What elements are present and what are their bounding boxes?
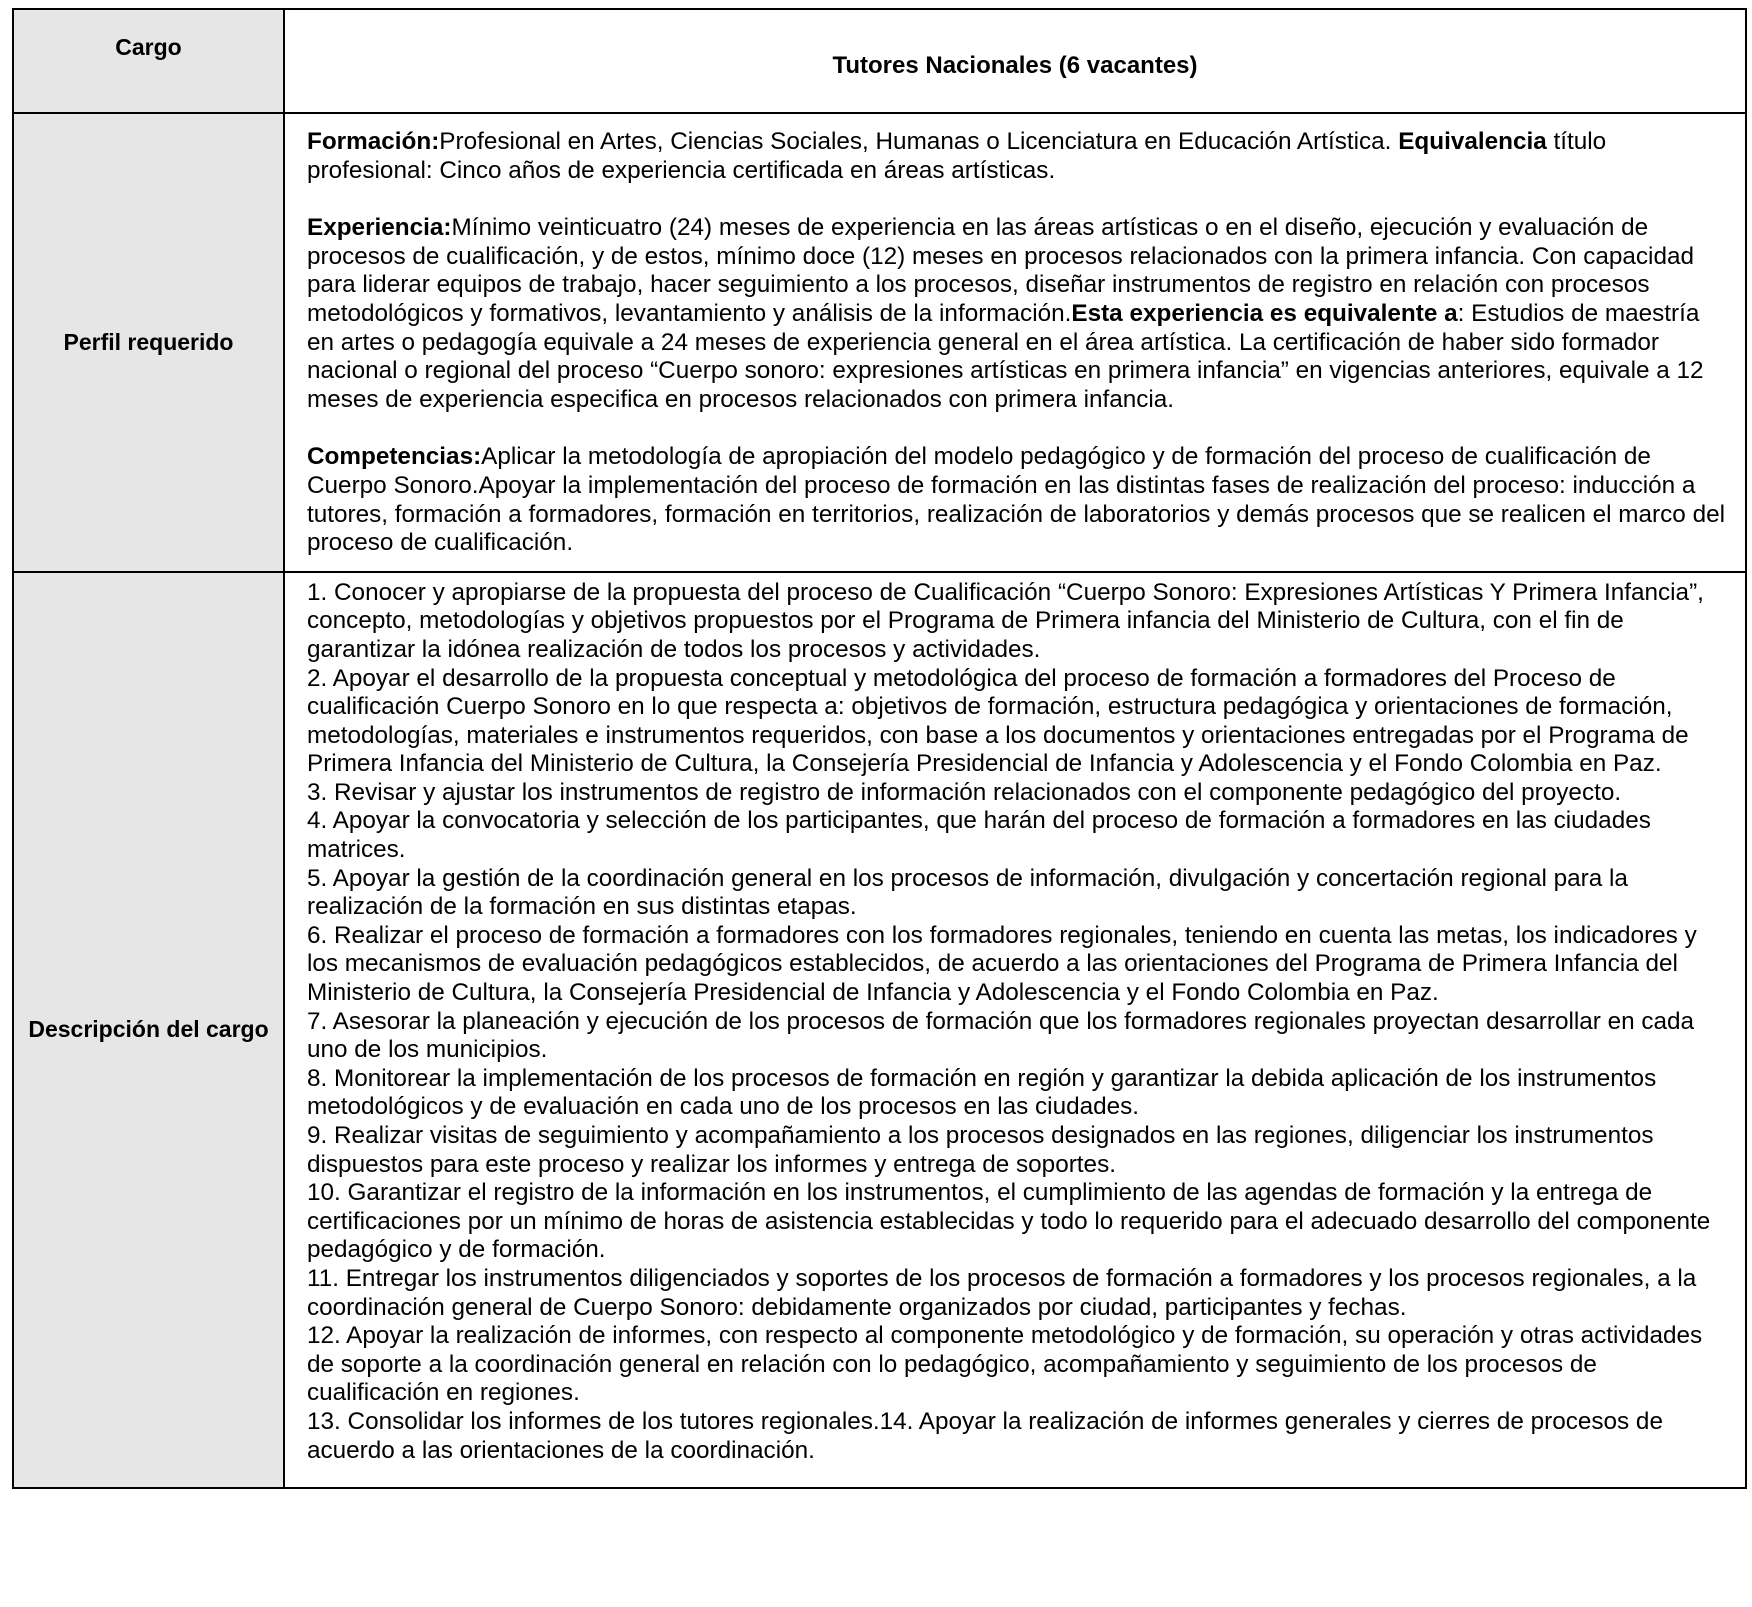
description-item: 10. Garantizar el registro de la información en los instrumentos, el cumplimiento de las agendas de formación y la entrega de certificaciones por un mínimo de horas de asistencia establecidas y todo lo requerido para el adecuado desarrollo del componente pedagógico y de formación. xyxy=(307,1179,1711,1264)
competencias-text: Aplicar la metodología de apropiación del modelo pedagógico y de formación del proceso de cualificación de Cuerpo Sonoro.Apoyar la implementación del proceso de formación en las distintas fases de realización del proceso: inducción a tutores, formación a formadores, formación en territorios, realización de laboratorios y demás procesos que se realicen el marco del proceso de cualificación. xyxy=(307,443,1725,557)
descripcion-content xyxy=(284,572,1746,1488)
equivalencia-text: título profesional: Cinco años de experiencia certificada en áreas artísticas. xyxy=(307,128,1607,184)
equivalencia-heading: Equivalencia xyxy=(1398,128,1547,155)
description-item: 11. Entregar los instrumentos diligenciados y soportes de los procesos de formación a formadores y los procesos regionales, a la coordinación general de Cuerpo Sonoro: debidamente organizados por ciudad, participantes y fechas. xyxy=(307,1264,1697,1321)
experiencia-equivalente-text: : Estudios de maestría en artes o pedagogía equivale a 24 meses de experiencia general en el área artística. La certificación de haber sido formador nacional o regional del proceso “Cuerpo sonoro: expresiones artísticas en primera infancia” en vigencias anteriores, equivale a 12 meses de experiencia especifica en procesos relacionados con primera infancia. xyxy=(307,299,1704,413)
formacion-heading: Formación: xyxy=(307,128,440,155)
description-item: 7. Asesorar la planeación y ejecución de los procesos de formación que los formadores regionales proyectan desarrollar en cada uno de los municipios. xyxy=(307,1007,1695,1064)
description-item: 5. Apoyar la gestión de la coordinación general en los procesos de información, divulgación y concertación regional para la realización de la formación en sus distintas etapas. xyxy=(307,864,1628,921)
cargo-label: Cargo xyxy=(13,9,284,113)
description-item: 12. Apoyar la realización de informes, con respecto al componente metodológico y de formación, su operación y otras actividades de soporte a la coordinación general en relación con lo pedagógico, acompañamiento y seguimiento de los procesos de cualificación en regiones. xyxy=(307,1322,1703,1407)
job-title: Tutores Nacionales (6 vacantes) xyxy=(284,9,1746,113)
description-item: 8. Monitorear la implementación de los procesos de formación en región y garantizar la debida aplicación de los instrumentos metodológicos y de evaluación en cada uno de los procesos en las ciudades. xyxy=(307,1064,1657,1121)
perfil-label: Perfil requerido xyxy=(13,113,284,572)
descripcion-label: Descripción del cargo xyxy=(13,572,284,1488)
competencias-paragraph xyxy=(307,443,1731,557)
experiencia-paragraph xyxy=(307,214,1731,414)
perfil-row xyxy=(13,113,1746,572)
description-item: 4. Apoyar la convocatoria y selección de los participantes, que harán del proceso de formación a formadores en las ciudades matrices. xyxy=(307,807,1651,864)
formacion-text: Profesional en Artes, Ciencias Sociales, Humanas o Licenciatura en Educación Artística. xyxy=(439,128,1399,155)
description-item: 13. Consolidar los informes de los tutores regionales.14. Apoyar la realización de informes generales y cierres de procesos de acuerdo a las orientaciones de la coordinación. xyxy=(307,1407,1663,1464)
header-row xyxy=(13,9,1746,113)
job-description-table xyxy=(12,8,1747,1489)
perfil-content xyxy=(284,113,1746,572)
description-item: 3. Revisar y ajustar los instrumentos de registro de información relacionados con el componente pedagógico del proyecto. xyxy=(307,778,1622,806)
description-item: 9. Realizar visitas de seguimiento y acompañamiento a los procesos designados en las regiones, diligenciar los instrumentos dispuestos para este proceso y realizar los informes y entrega de soportes. xyxy=(307,1122,1654,1178)
competencias-heading: Competencias: xyxy=(307,443,482,471)
description-item: 6. Realizar el proceso de formación a formadores con los formadores regionales, teniendo en cuenta las metas, los indicadores y los mecanismos de evaluación pedagógicos establecidos, de acuerdo a las orientaciones del Programa de Primera Infancia del Ministerio de Cultura, la Consejería Presidencial de Infancia y Adolescencia y el Fondo Colombia en Paz. xyxy=(307,921,1697,1007)
description-item: 1. Conocer y apropiarse de la propuesta del proceso de Cualificación “Cuerpo Sonoro: Expresiones Artísticas Y Primera Infancia”, concepto, metodologías y objetivos propuestos por el Programa de Primera infancia del Ministerio de Cultura, con el fin de garantizar la idónea realización de todos los procesos y actividades. xyxy=(307,578,1704,663)
formacion-paragraph xyxy=(307,128,1731,185)
experiencia-equivalente-heading: Esta experiencia es equivalente a xyxy=(1071,299,1458,327)
description-item: 2. Apoyar el desarrollo de la propuesta conceptual y metodológica del proceso de formación a formadores del Proceso de cualificación Cuerpo Sonoro en lo que respecta a: objetivos de formación, estructura pedagógica y orientaciones de formación, metodologías, materiales e instrumentos requeridos, con base a los documentos y orientaciones entregadas por el Programa de Primera Infancia del Ministerio de Cultura, la Consejería Presidencial de Infancia y Adolescencia y el Fondo Colombia en Paz. xyxy=(307,664,1689,778)
descripcion-row xyxy=(13,572,1746,1488)
experiencia-text: Mínimo veinticuatro (24) meses de experiencia en las áreas artísticas o en el diseño, ejecución y evaluación de procesos de cualificación, y de estos, mínimo doce (12) meses en procesos relacionados con la primera infancia. Con capacidad para liderar equipos de trabajo, hacer seguimiento a los procesos, diseñar instrumentos de registro en relación con procesos metodológicos y formativos, levantamiento y análisis de la información. xyxy=(307,214,1694,327)
experiencia-heading: Experiencia: xyxy=(307,214,452,242)
